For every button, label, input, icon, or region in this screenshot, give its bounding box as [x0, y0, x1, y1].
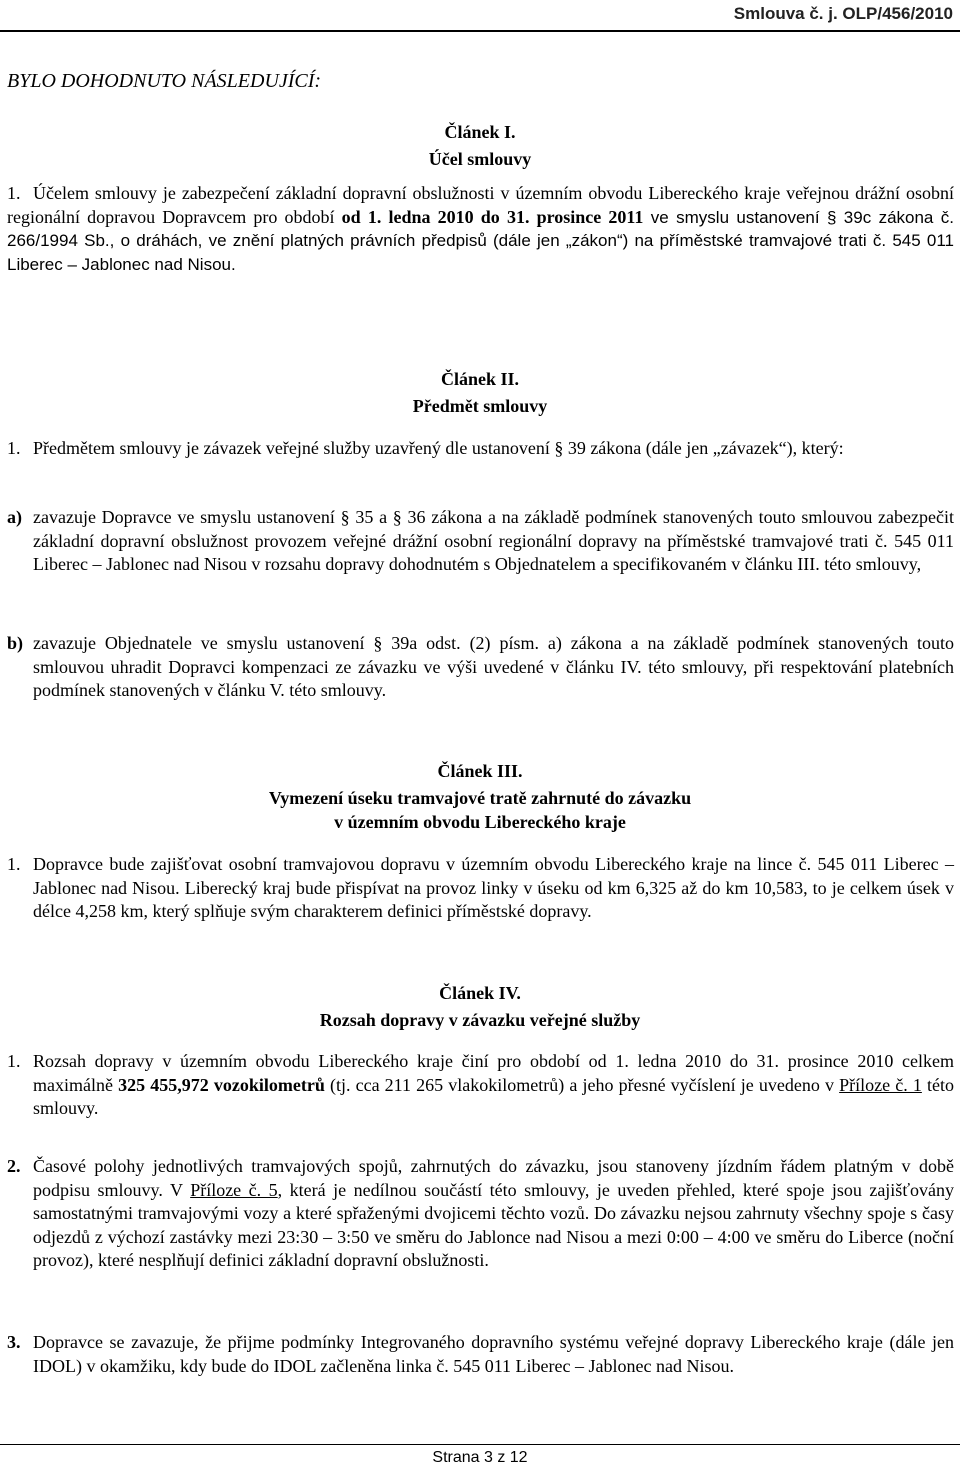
text-part: Časové polohy jednotlivých tramvajových spojů, zahrnutých do závazku, jsou stanoveny jízdním řádem platným v době podpisu smlouvy. V [33, 1156, 954, 1200]
document-reference: Smlouva č. j. OLP/456/2010 [733, 4, 953, 23]
paragraph-number: 3. [7, 1332, 21, 1352]
paragraph-text: Dopravce se zavazuje, že přijme podmínky Integrovaného dopravního systému veřejné dopravy Libereckého kraje (dále jen IDOL) v okamžiku, kdy bude do IDOL začleněna linka č. 545 011 Liberec – Jablonec nad Nisou. [33, 1332, 954, 1376]
paragraph-text-cont: ve smyslu ustanovení § 39c zákona č. 266/1994 Sb., o dráhách, ve znění platných právních předpisů (dále jen „zákon“) na příměstské tramvajové trati č. 545 011 Liberec – Jablonec nad Nisou. [7, 207, 954, 274]
article-3-subtitle-2: v územním obvodu Libereckého kraje [334, 812, 626, 832]
item-text: zavazuje Dopravce ve smyslu ustanovení § 35 a § 36 zákona a na základě podmínek stanovených touto smlouvou zabezpečit základní dopravní obslužnost provozem veřejné drážní osobní regionální dopravy na příměstské tramvajové trati č. 545 011 Liberec – Jablonec nad Nisou v rozsahu dopravy dohodnutém s Objednatelem a specifikovaném v článku III. této smlouvy, [33, 507, 954, 574]
text-part: této smlouvy. [33, 1074, 954, 1118]
paragraph-text [33, 1155, 954, 1273]
article-1-subtitle: Účel smlouvy [428, 149, 532, 169]
item-label: b) [7, 633, 24, 653]
article-4-paragraph-3 [7, 1331, 954, 1378]
article-4-title: Článek IV. [439, 983, 521, 1003]
annex-5-reference: Příloze č. 5 [190, 1179, 278, 1200]
item-label: a) [7, 507, 22, 527]
vehicle-km-total: 325 455,972 vozokilometrů [118, 1074, 325, 1095]
text-part: , která je nedílnou součástí této smlouvy, je uveden přehled, které spoje jsou zajišťovány samostatnými tramvajovými vozy a které spřaženými dvojicemi těchto vozů. Do závazku nejsou zahrnuty všechny spoje s časy odjezdů z výchozí zastávky mezi 23:30 – 3:50 ve směru do Jablonce nad Nisou a mezi 0:00 – 4:00 ve směru do Liberce (noční provoz), které nesplňují definici základní dopravní obslužnosti. [33, 1179, 954, 1270]
article-2-item-b [7, 632, 954, 703]
article-4-paragraph-2 [7, 1155, 954, 1273]
text-part: Rozsah dopravy v územním obvodu Libereckého kraje činí pro období od 1. ledna 2010 do 31. prosince 2010 celkem maximálně [33, 1051, 954, 1095]
article-3-paragraph-1 [7, 853, 954, 924]
item-text: zavazuje Objednatele ve smyslu ustanovení § 39a odst. (2) písm. a) zákona a na základě podmínek stanovených touto smlouvou uhradit Dopravci kompenzaci ze závazku ve výši uvedené v článku IV. této smlouvy, při respektování platebních podmínek stanovených v článku V. této smlouvy. [33, 633, 954, 700]
article-2-title: Článek II. [440, 369, 520, 389]
paragraph-number: 1. [7, 854, 21, 874]
paragraph-text [33, 1050, 954, 1121]
paragraph-text: Předmětem smlouvy je závazek veřejné služby uzavřený dle ustanovení § 39 zákona (dále jen „závazek“), který: [33, 438, 844, 458]
article-4-paragraph-1 [7, 1050, 954, 1121]
footer-divider [0, 1444, 960, 1445]
article-2-paragraph-1 [7, 437, 954, 461]
article-2-subtitle: Předmět smlouvy [412, 396, 548, 416]
annex-1-reference: Příloze č. 1 [839, 1074, 922, 1095]
paragraph-number: 1. [7, 438, 21, 458]
article-2-item-a [7, 506, 954, 577]
paragraph-number: 1. [7, 1051, 21, 1071]
article-1-title: Článek I. [444, 122, 516, 142]
article-3-subtitle-1: Vymezení úseku tramvajové tratě zahrnuté do závazku [268, 788, 692, 808]
header-divider [0, 30, 960, 32]
article-1-paragraph-1 [7, 182, 954, 276]
page-number: Strana 3 z 12 [432, 1449, 528, 1466]
article-4-subtitle: Rozsah dopravy v závazku veřejné služby [319, 1010, 641, 1030]
intro-heading: BYLO DOHODNUTO NÁSLEDUJÍCÍ: [7, 70, 322, 92]
text-part: (tj. cca 211 265 vlakokilometrů) a jeho přesné vyčíslení je uvedeno v [324, 1074, 840, 1095]
paragraph-number: 2. [7, 1156, 21, 1176]
paragraph-number: 1. [7, 183, 21, 203]
paragraph-period: od 1. ledna 2010 do 31. prosince 2011 [341, 206, 644, 227]
paragraph-text: Dopravce bude zajišťovat osobní tramvajovou dopravu v územním obvodu Libereckého kraje na lince č. 545 011 Liberec – Jablonec nad Nisou. Liberecký kraj bude přispívat na provoz linky v úseku od km 6,325 až do km 10,583, to je celkem úsek v délce 4,258 km, který splňuje svým charakterem definici příměstské dopravy. [33, 854, 954, 921]
article-3-title: Článek III. [437, 761, 523, 781]
paragraph-text: Účelem smlouvy je zabezpečení základní dopravní obslužnosti v územním obvodu Libereckého kraje veřejnou drážní osobní regionální dopravou Dopravcem pro období [7, 183, 954, 227]
